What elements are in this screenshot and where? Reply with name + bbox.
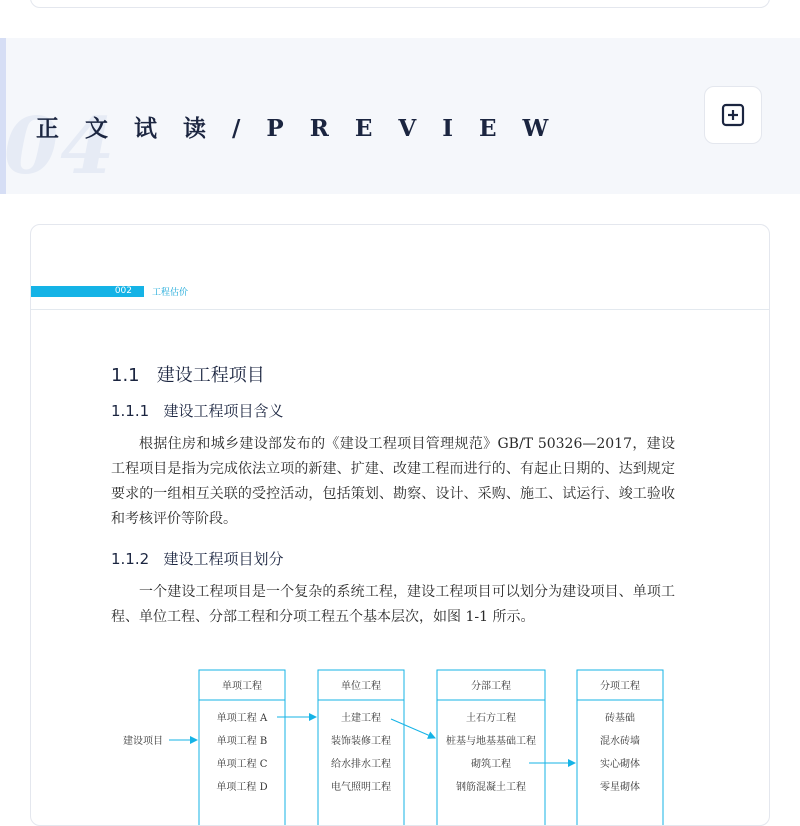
paragraph-2: 一个建设工程项目是一个复杂的系统工程，建设工程项目可以划分为建设项目、单项工程、单位工程、分部工程和分项工程五个基本层次，如图 1-1 所示。 xyxy=(111,584,675,625)
diagram-item: 单项工程 C xyxy=(216,759,268,770)
diagram-column-box xyxy=(318,670,404,826)
plus-square-icon xyxy=(720,102,746,128)
chapter-name: 工程估价 xyxy=(152,288,189,298)
diagram-item: 桩基与地基基础工程 xyxy=(446,736,536,747)
diagram-item: 砖基础 xyxy=(605,713,635,724)
project-hierarchy-diagram xyxy=(111,665,691,826)
diagram-column-box xyxy=(437,670,545,826)
diagram-item: 单项工程 A xyxy=(216,713,268,724)
section-number-watermark: 04 xyxy=(4,101,117,192)
add-button[interactable] xyxy=(704,86,762,144)
diagram-item: 钢筋混凝土工程 xyxy=(456,782,526,793)
diagram-column-box xyxy=(199,670,285,826)
diagram-column-header: 分项工程 xyxy=(600,681,640,692)
section-title: 正 文 试 读 / P R E V I E W xyxy=(36,115,558,142)
heading-1-2: 1.1.2 建设工程项目划分 xyxy=(111,550,284,568)
diagram-item: 实心砌体 xyxy=(600,759,640,770)
diagram-item: 混水砖墙 xyxy=(600,736,640,747)
header-divider xyxy=(31,309,769,310)
diagram-column-header: 分部工程 xyxy=(471,681,511,692)
diagram-item: 砌筑工程 xyxy=(471,759,511,770)
diagram-column-header: 单项工程 xyxy=(222,681,262,692)
diagram-item: 装饰装修工程 xyxy=(331,736,391,747)
diagram-root-label: 建设项目 xyxy=(123,736,163,747)
book-page-preview xyxy=(30,224,770,826)
paragraph-1: 根据住房和城乡建设部发布的《建设工程项目管理规范》GB/T 50326—2017，建设工程项目是指为完成依法立项的新建、扩建、改建工程而进行的、有起止日期的、达到规定要求的一组相互关联的受控活动，包括策划、勘察、设计、采购、施工、试运行、竣工验收和考核评价等阶段。 xyxy=(111,436,675,527)
page-number-tab: 002 xyxy=(31,286,144,297)
diagram-item: 单项工程 D xyxy=(216,782,268,793)
diagram-item: 零星砌体 xyxy=(600,782,640,793)
heading-1: 1.1 建设工程项目 xyxy=(111,365,265,386)
diagram-column-box xyxy=(577,670,663,826)
diagram-item: 土建工程 xyxy=(341,713,381,724)
diagram-item: 给水排水工程 xyxy=(331,759,391,770)
diagram-item: 单项工程 B xyxy=(216,736,268,747)
diagram-column-header: 单位工程 xyxy=(341,681,381,692)
heading-1-1: 1.1.1 建设工程项目含义 xyxy=(111,402,284,420)
diagram-item: 电气照明工程 xyxy=(331,782,391,793)
previous-card xyxy=(30,0,770,8)
diagram-item: 土石方工程 xyxy=(466,713,516,724)
